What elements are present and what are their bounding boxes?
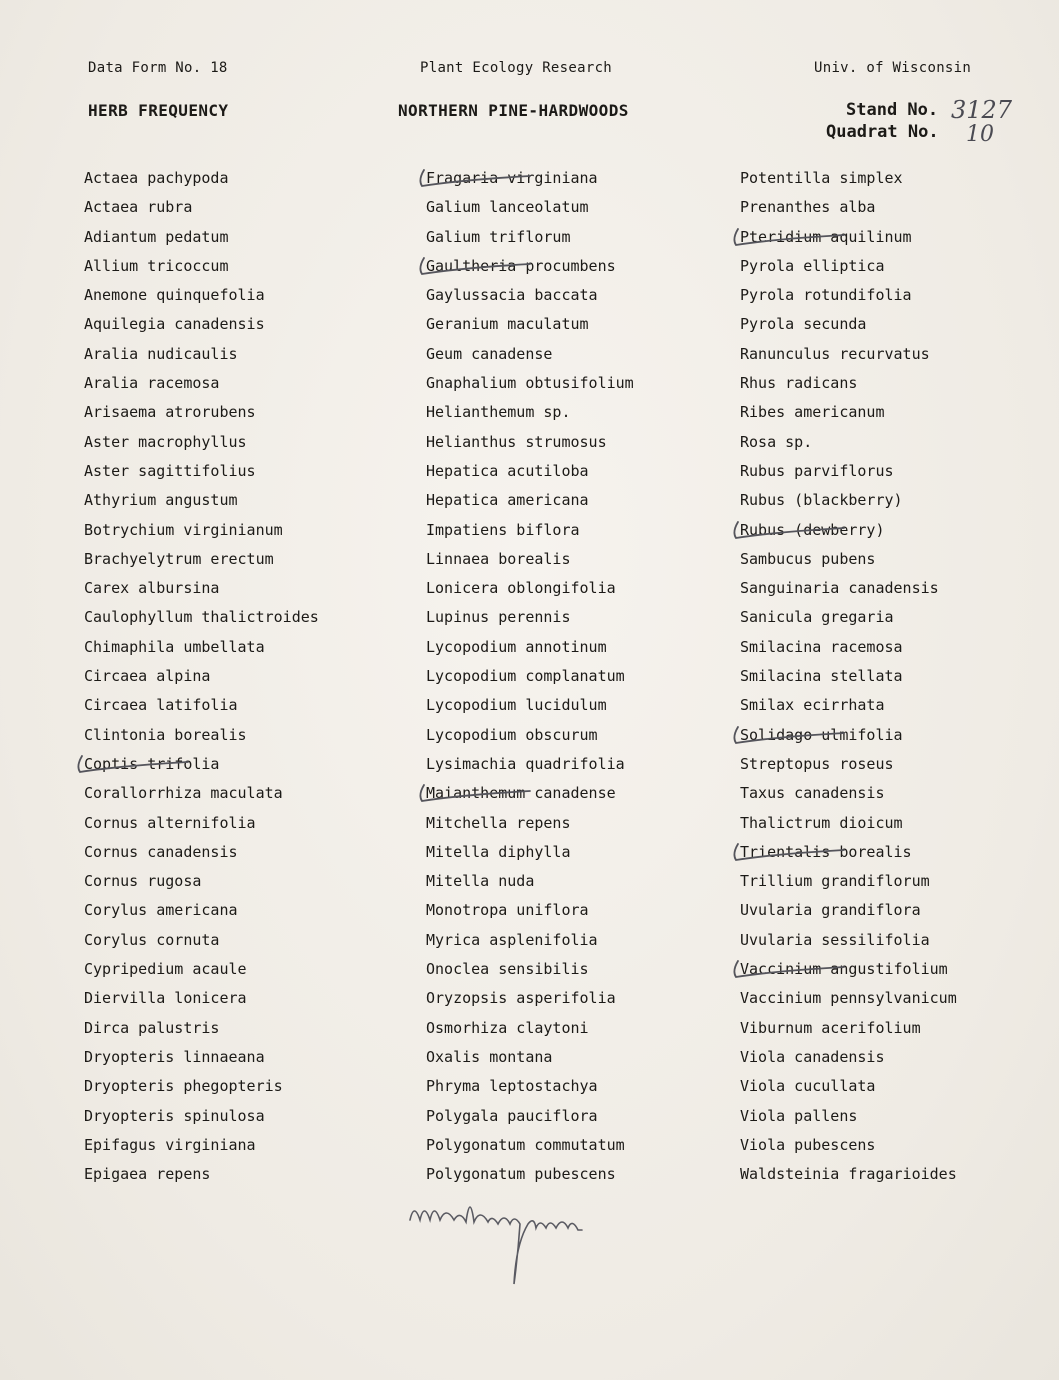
species-item — [426, 838, 746, 867]
species-name: Adiantum pedatum — [84, 227, 229, 246]
species-item — [426, 721, 746, 750]
species-item — [84, 457, 404, 486]
species-name: Smilacina stellata — [740, 667, 903, 686]
species-name: Lonicera oblongifolia — [426, 579, 616, 598]
species-name: Corylus cornuta — [84, 930, 220, 949]
species-name: Dirca palustris — [84, 1018, 220, 1037]
species-name: Actaea pachypoda — [84, 169, 229, 187]
species-name: Smilax ecirrhata — [740, 696, 885, 715]
species-name: Prenanthes alba — [740, 198, 876, 217]
species-item — [426, 369, 746, 398]
species-item — [740, 721, 1059, 750]
species-item — [740, 428, 1059, 457]
species-item — [84, 809, 404, 838]
species-item — [84, 252, 404, 281]
species-item — [740, 926, 1059, 955]
species-item — [84, 486, 404, 515]
species-item — [740, 310, 1059, 339]
species-item — [84, 1072, 404, 1101]
species-name: Pyrola rotundifolia — [740, 286, 912, 305]
species-item — [84, 1160, 404, 1189]
species-item — [84, 896, 404, 925]
species-item — [426, 545, 746, 574]
species-item — [426, 1014, 746, 1043]
species-item — [84, 750, 404, 779]
species-name: Lycopodium lucidulum — [426, 696, 607, 715]
species-name: Trillium grandiflorum — [740, 872, 930, 891]
species-item — [740, 955, 1059, 984]
species-name: Vaccinium angustifolium — [740, 960, 948, 979]
species-name: Lysimachia quadrifolia — [426, 754, 625, 773]
species-item — [426, 691, 746, 720]
species-item — [426, 340, 746, 369]
species-item — [426, 779, 746, 808]
quadrat-value: 10 — [966, 122, 994, 147]
species-name: Trientalis borealis — [740, 842, 912, 861]
species-name: Polygonatum commutatum — [426, 1135, 625, 1154]
species-item — [740, 779, 1059, 808]
species-name: Viburnum acerifolium — [740, 1018, 921, 1037]
species-item — [84, 398, 404, 427]
institution-name: Univ. of Wisconsin — [814, 60, 972, 76]
species-item — [84, 340, 404, 369]
species-name: Clintonia borealis — [84, 725, 247, 744]
species-name: Hepatica acutiloba — [426, 461, 589, 480]
species-item — [426, 1102, 746, 1131]
species-name: Monotropa uniflora — [426, 901, 589, 920]
species-item — [426, 310, 746, 339]
species-item — [426, 164, 746, 193]
species-name: Streptopus roseus — [740, 754, 894, 773]
species-item — [84, 955, 404, 984]
species-name: Mitella nuda — [426, 872, 535, 891]
species-name: Uvularia grandiflora — [740, 901, 921, 920]
species-item — [426, 750, 746, 779]
stand-quadrat-block — [826, 96, 1046, 160]
species-name: Circaea alpina — [84, 667, 211, 686]
community-title: NORTHERN PINE-HARDWOODS — [398, 101, 629, 120]
species-item — [84, 984, 404, 1013]
species-item — [426, 574, 746, 603]
handwritten-note-ink — [400, 1190, 660, 1290]
species-item — [740, 809, 1059, 838]
stand-value: 3127 — [951, 96, 1013, 124]
species-name: Viola pubescens — [740, 1135, 876, 1154]
species-name: Athyrium angustum — [84, 491, 238, 510]
species-name: Cornus rugosa — [84, 872, 202, 891]
species-name: Uvularia sessilifolia — [740, 930, 930, 949]
species-item — [426, 633, 746, 662]
species-name: Dryopteris phegopteris — [84, 1077, 283, 1096]
species-item — [84, 691, 404, 720]
species-name: Geum canadense — [426, 344, 553, 363]
species-item — [426, 896, 746, 925]
species-item — [84, 1014, 404, 1043]
species-name: Chimaphila umbellata — [84, 637, 265, 656]
species-item — [740, 516, 1059, 545]
species-item — [426, 955, 746, 984]
species-name: Gaylussacia baccata — [426, 286, 598, 305]
species-name: Rubus (dewberry) — [740, 520, 885, 539]
species-name: Geranium maculatum — [426, 315, 589, 334]
species-name: Epigaea repens — [84, 1165, 211, 1184]
species-name: Potentilla simplex — [740, 169, 903, 187]
species-name: Linnaea borealis — [426, 549, 571, 568]
species-item — [740, 867, 1059, 896]
species-name: Helianthus strumosus — [426, 432, 607, 451]
species-item — [84, 369, 404, 398]
species-item — [740, 398, 1059, 427]
species-name: Caulophyllum thalictroides — [84, 608, 319, 627]
species-item — [426, 486, 746, 515]
species-item — [426, 603, 746, 632]
species-item — [740, 457, 1059, 486]
species-item — [84, 721, 404, 750]
species-name: Gnaphalium obtusifolium — [426, 374, 634, 393]
species-item — [84, 926, 404, 955]
species-item — [426, 1072, 746, 1101]
species-name: Rosa sp. — [740, 432, 813, 451]
species-item — [84, 164, 404, 193]
species-item — [740, 1102, 1059, 1131]
species-item — [426, 428, 746, 457]
species-name: Dryopteris spinulosa — [84, 1106, 265, 1125]
species-name: Ranunculus recurvatus — [740, 344, 930, 363]
species-name: Brachyelytrum erectum — [84, 549, 274, 568]
species-item — [740, 1160, 1059, 1189]
species-name: Botrychium virginianum — [84, 520, 283, 539]
form-number: Data Form No. 18 — [88, 60, 228, 76]
species-item — [740, 603, 1059, 632]
species-item — [426, 457, 746, 486]
species-name: Aster macrophyllus — [84, 432, 247, 451]
species-name: Viola pallens — [740, 1106, 858, 1125]
species-item — [740, 896, 1059, 925]
species-item — [426, 926, 746, 955]
species-item — [426, 984, 746, 1013]
form-title: HERB FREQUENCY — [88, 101, 229, 120]
species-item — [84, 1102, 404, 1131]
species-name: Sanicula gregaria — [740, 608, 894, 627]
species-item — [740, 633, 1059, 662]
species-name: Sambucus pubens — [740, 549, 876, 568]
species-item — [426, 193, 746, 222]
species-name: Smilacina racemosa — [740, 637, 903, 656]
species-item — [84, 662, 404, 691]
species-item — [740, 369, 1059, 398]
species-name: Cornus canadensis — [84, 842, 238, 861]
species-item — [84, 838, 404, 867]
species-name: Mitchella repens — [426, 813, 571, 832]
species-name: Cornus alternifolia — [84, 813, 256, 832]
species-name: Thalictrum dioicum — [740, 813, 903, 832]
species-name: Waldsteinia fragarioides — [740, 1165, 957, 1184]
species-item — [740, 340, 1059, 369]
species-name: Gaultheria procumbens — [426, 256, 616, 275]
species-item — [84, 516, 404, 545]
species-item — [84, 603, 404, 632]
species-name: Osmorhiza claytoni — [426, 1018, 589, 1037]
species-item — [84, 779, 404, 808]
species-item — [84, 223, 404, 252]
species-name: Mitella diphylla — [426, 842, 571, 861]
stand-label: Stand No. — [846, 100, 939, 120]
species-name: Rubus parviflorus — [740, 461, 894, 480]
species-name: Vaccinium pennsylvanicum — [740, 989, 957, 1008]
species-column-1 — [84, 164, 404, 1189]
species-item — [426, 1160, 746, 1189]
species-name: Rhus radicans — [740, 374, 858, 393]
handwritten-note — [400, 1190, 660, 1290]
species-name: Rubus (blackberry) — [740, 491, 903, 510]
species-name: Aralia racemosa — [84, 374, 220, 393]
species-name: Epifagus virginiana — [84, 1135, 256, 1154]
species-item — [740, 1014, 1059, 1043]
species-name: Sanguinaria canadensis — [740, 579, 939, 598]
species-item — [740, 193, 1059, 222]
species-name: Polygala pauciflora — [426, 1106, 598, 1125]
species-name: Viola cucullata — [740, 1077, 876, 1096]
species-item — [426, 516, 746, 545]
species-name: Galium lanceolatum — [426, 198, 589, 217]
species-name: Ribes americanum — [740, 403, 885, 422]
species-name: Oryzopsis asperifolia — [426, 989, 616, 1008]
species-name: Anemone quinquefolia — [84, 286, 265, 305]
species-name: Lycopodium obscurum — [426, 725, 598, 744]
species-item — [740, 164, 1059, 193]
species-name: Lupinus perennis — [426, 608, 571, 627]
species-item — [740, 662, 1059, 691]
species-name: Onoclea sensibilis — [426, 960, 589, 979]
species-item — [426, 281, 746, 310]
species-item — [84, 574, 404, 603]
species-item — [426, 398, 746, 427]
species-name: Polygonatum pubescens — [426, 1165, 616, 1184]
species-name: Aralia nudicaulis — [84, 344, 238, 363]
species-item — [740, 984, 1059, 1013]
species-name: Viola canadensis — [740, 1047, 885, 1066]
species-name: Maianthemum canadense — [426, 784, 616, 803]
species-item — [426, 809, 746, 838]
species-item — [84, 1131, 404, 1160]
species-item — [740, 252, 1059, 281]
species-item — [426, 1043, 746, 1072]
species-name: Helianthemum sp. — [426, 403, 571, 422]
species-name: Solidago ulmifolia — [740, 725, 903, 744]
species-item — [426, 867, 746, 896]
species-name: Pyrola elliptica — [740, 256, 885, 275]
species-item — [740, 1072, 1059, 1101]
species-item — [740, 838, 1059, 867]
species-column-3 — [740, 164, 1059, 1189]
species-item — [84, 633, 404, 662]
species-item — [84, 867, 404, 896]
species-item — [426, 252, 746, 281]
species-name: Dryopteris linnaeana — [84, 1047, 265, 1066]
species-column-2 — [426, 164, 746, 1189]
species-item — [740, 281, 1059, 310]
species-item — [740, 1131, 1059, 1160]
species-item — [426, 1131, 746, 1160]
species-name: Carex albursina — [84, 579, 220, 598]
species-name: Impatiens biflora — [426, 520, 580, 539]
species-item — [740, 574, 1059, 603]
species-name: Lycopodium complanatum — [426, 667, 625, 686]
species-item — [84, 545, 404, 574]
species-name: Arisaema atrorubens — [84, 403, 256, 422]
species-name: Myrica asplenifolia — [426, 930, 598, 949]
species-name: Corylus americana — [84, 901, 238, 920]
species-name: Aster sagittifolius — [84, 461, 256, 480]
species-item — [740, 223, 1059, 252]
species-name: Diervilla lonicera — [84, 989, 247, 1008]
species-name: Pteridium aquilinum — [740, 227, 912, 246]
species-item — [84, 428, 404, 457]
species-item — [740, 691, 1059, 720]
program-name: Plant Ecology Research — [420, 60, 613, 76]
species-name: Oxalis montana — [426, 1047, 553, 1066]
species-name: Aquilegia canadensis — [84, 315, 265, 334]
species-name: Hepatica americana — [426, 491, 589, 510]
species-item — [740, 545, 1059, 574]
species-name: Galium triflorum — [426, 227, 571, 246]
species-item — [426, 662, 746, 691]
species-item — [740, 750, 1059, 779]
species-name: Phryma leptostachya — [426, 1077, 598, 1096]
species-name: Actaea rubra — [84, 198, 193, 217]
species-item — [426, 223, 746, 252]
species-item — [84, 193, 404, 222]
species-name: Pyrola secunda — [740, 315, 867, 334]
species-name: Fragaria virginiana — [426, 169, 598, 187]
quadrat-label: Quadrat No. — [826, 122, 939, 142]
species-item — [84, 281, 404, 310]
species-name: Cypripedium acaule — [84, 960, 247, 979]
species-name: Corallorrhiza maculata — [84, 784, 283, 803]
species-item — [740, 486, 1059, 515]
species-item — [84, 310, 404, 339]
species-name: Allium tricoccum — [84, 256, 229, 275]
species-item — [740, 1043, 1059, 1072]
species-name: Circaea latifolia — [84, 696, 238, 715]
species-name: Lycopodium annotinum — [426, 637, 607, 656]
species-name: Coptis trifolia — [84, 754, 220, 773]
species-item — [84, 1043, 404, 1072]
species-name: Taxus canadensis — [740, 784, 885, 803]
